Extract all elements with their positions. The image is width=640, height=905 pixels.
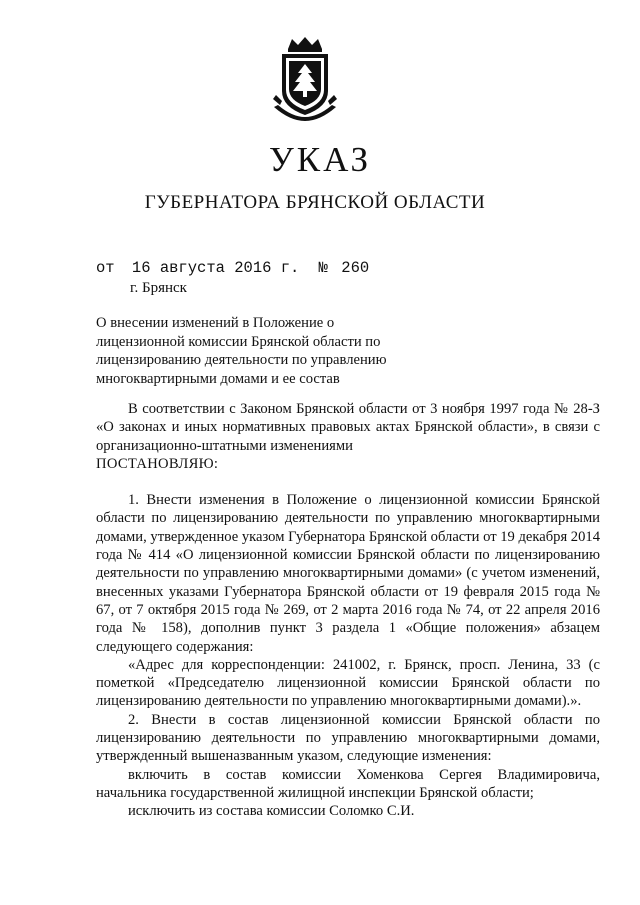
document-date: 16 августа 2016 г. <box>131 259 300 277</box>
include-member-paragraph: включить в состав комиссии Хоменкова Сергея Владимировича, начальника государственной жилищной инспекции Брянской области; <box>96 766 600 801</box>
document-body <box>96 400 600 821</box>
item-2-paragraph: 2. Внести в состав лицензионной комиссии Брянской области по лицензированию деятельности по управлению многоквартирными домами, утвержденный вышеназванным указом, следующие изменения: <box>96 711 600 765</box>
address-paragraph: «Адрес для корреспонденции: 241002, г. Брянск, просп. Ленина, 33 (с пометкой «Председателю лицензионной комиссии Брянской области по лицензированию деятельности по управлению многоквартирными домами).». <box>96 656 600 710</box>
document-city: г. Брянск <box>130 280 187 296</box>
decree-word: ПОСТАНОВЛЯЮ: <box>96 455 219 472</box>
item-1-paragraph: 1. Внести изменения в Положение о лицензионной комиссии Брянской области по лицензированию деятельности по управлению многоквартирными домами, утвержденное указом Губернатора Брянской области от 19 декабря 2014 года № 414 «О лицензионной комиссии Брянской области по лицензированию деятельности по управлению многоквартирными домами» (с учетом изменений, внесенных указами Губернатора Брянской области от 19 февраля 2015 года № 67, от 7 октября 2015 года № 269, от 2 марта 2016 года № 74, от 22 апреля 2016 года № 158), дополнив пункт 3 раздела 1 «Общие положения» абзацем следующего содержания: <box>96 492 600 655</box>
document-title: УКАЗ <box>268 140 372 179</box>
document-subtitle: ГУБЕРНАТОРА БРЯНСКОЙ ОБЛАСТИ <box>144 192 486 213</box>
document-date-line <box>96 258 369 278</box>
document-number: 260 <box>341 259 370 277</box>
preamble-paragraph: В соответствии с Законом Брянской области от 3 ноября 1997 года № 28-З «О законах и иных нормативных правовых актах Брянской области», в связи с организационно-штатными изменениями <box>96 401 600 454</box>
coat-of-arms-emblem <box>270 35 340 123</box>
exclude-member-paragraph: исключить из состава комиссии Соломко С.И. <box>128 803 415 820</box>
date-prefix: от <box>96 259 115 277</box>
number-label: № <box>318 259 328 277</box>
document-heading: О внесении изменений в Положение о лицензионной комиссии Брянской области по лицензированию деятельности по управлению многоквартирными домами и ее состав <box>96 315 387 387</box>
